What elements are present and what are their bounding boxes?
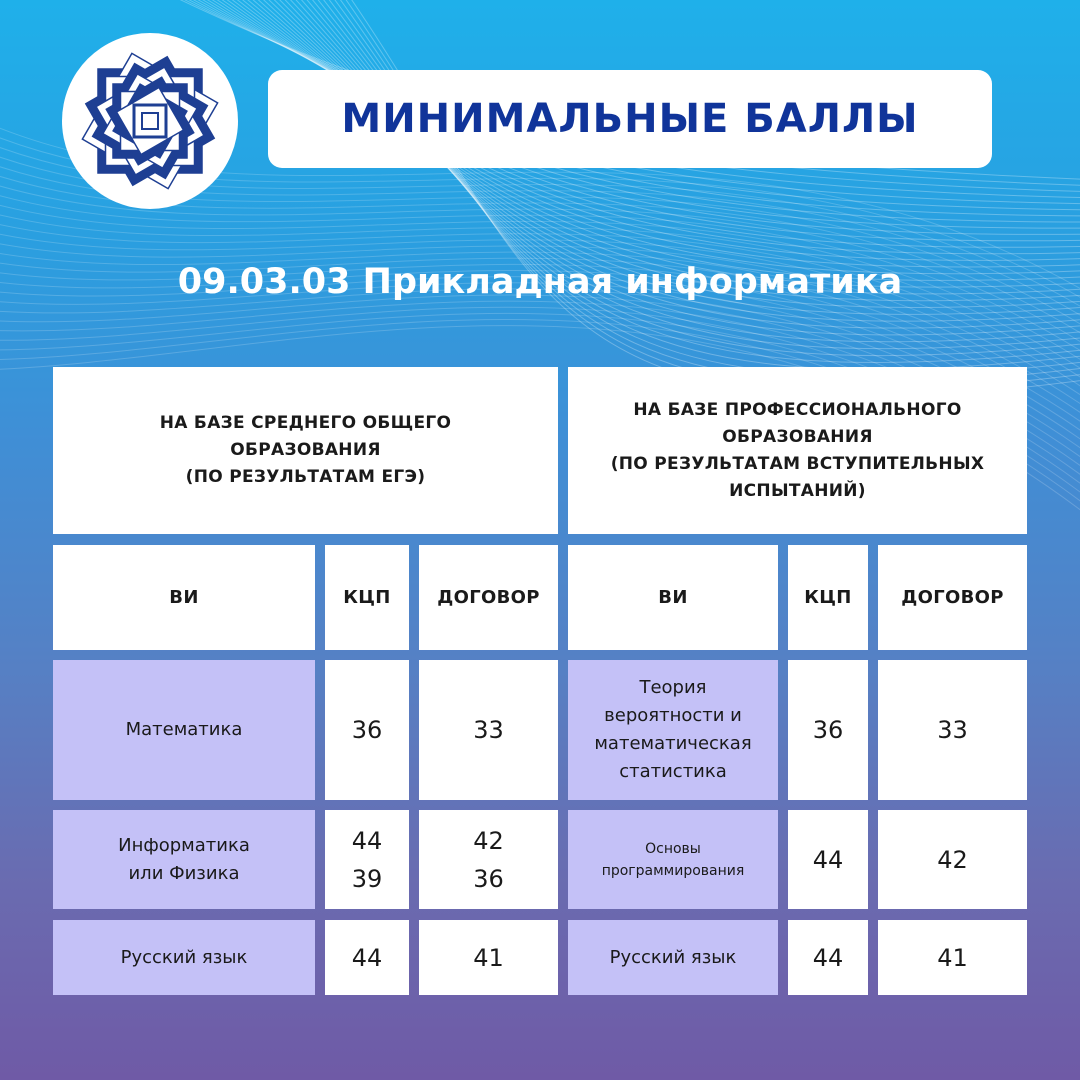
subject-line: статистика: [619, 761, 727, 782]
kcp-score: 44: [788, 810, 868, 909]
group-heading-line: НА БАЗЕ СРЕДНЕГО ОБЩЕГО: [159, 413, 452, 433]
page-title: МИНИМАЛЬНЫЕ БАЛЛЫ: [341, 96, 919, 142]
column-header-kcp: КЦП: [325, 545, 409, 650]
subject-line: или Физика: [128, 862, 240, 884]
subject-cell: Математика: [53, 660, 315, 800]
subject-line: программирования: [601, 862, 745, 879]
subject-line: Теория: [639, 677, 707, 698]
title-card: [268, 70, 992, 168]
group-heading-line: (ПО РЕЗУЛЬТАТАМ ВСТУПИТЕЛЬНЫХ: [610, 453, 985, 474]
dogovor-score: 41: [878, 920, 1027, 995]
university-logo: [62, 33, 238, 209]
kcp-score: 44: [788, 920, 868, 995]
kcp-score: [325, 810, 409, 909]
subject-cell: [53, 810, 315, 909]
column-header-dogovor: ДОГОВОР: [878, 545, 1027, 650]
subject-cell: Русский язык: [568, 920, 778, 995]
dogovor-score-value: 42: [473, 826, 504, 855]
column-header-vi: ВИ: [568, 545, 778, 650]
subject-cell: [568, 810, 778, 909]
column-header-kcp: КЦП: [788, 545, 868, 650]
subject-line: Основы: [645, 840, 701, 857]
subject-cell: [568, 660, 778, 800]
group-heading-line: ИСПЫТАНИЙ): [729, 480, 866, 501]
dogovor-score: 33: [878, 660, 1027, 800]
group-heading-general: [53, 367, 558, 534]
kcp-score-value: 39: [351, 864, 383, 893]
subject-line: математическая: [594, 733, 752, 754]
group-heading-line: (ПО РЕЗУЛЬТАТАМ ЕГЭ): [185, 467, 426, 487]
kcp-score: 36: [325, 660, 409, 800]
column-header-vi: ВИ: [53, 545, 315, 650]
subject-line: вероятности и: [604, 705, 742, 726]
kcp-score: 44: [325, 920, 409, 995]
subject-line: Информатика: [118, 834, 250, 856]
subject-cell: Русский язык: [53, 920, 315, 995]
kcp-score-value: 44: [351, 826, 383, 855]
dogovor-score: [419, 810, 558, 909]
group-heading-line: ОБРАЗОВАНИЯ: [722, 426, 873, 447]
dogovor-score: 33: [419, 660, 558, 800]
group-heading-professional: [568, 367, 1027, 534]
group-heading-line: ОБРАЗОВАНИЯ: [230, 440, 381, 460]
kcp-score: 36: [788, 660, 868, 800]
program-title: 09.03.03 Прикладная информатика: [177, 262, 903, 302]
dogovor-score-value: 36: [473, 864, 504, 893]
group-heading-line: НА БАЗЕ ПРОФЕССИОНАЛЬНОГО: [633, 399, 962, 420]
column-header-dogovor: ДОГОВОР: [419, 545, 558, 650]
dogovor-score: 42: [878, 810, 1027, 909]
spiral-squares-logo-icon: [62, 33, 238, 209]
dogovor-score: 41: [419, 920, 558, 995]
